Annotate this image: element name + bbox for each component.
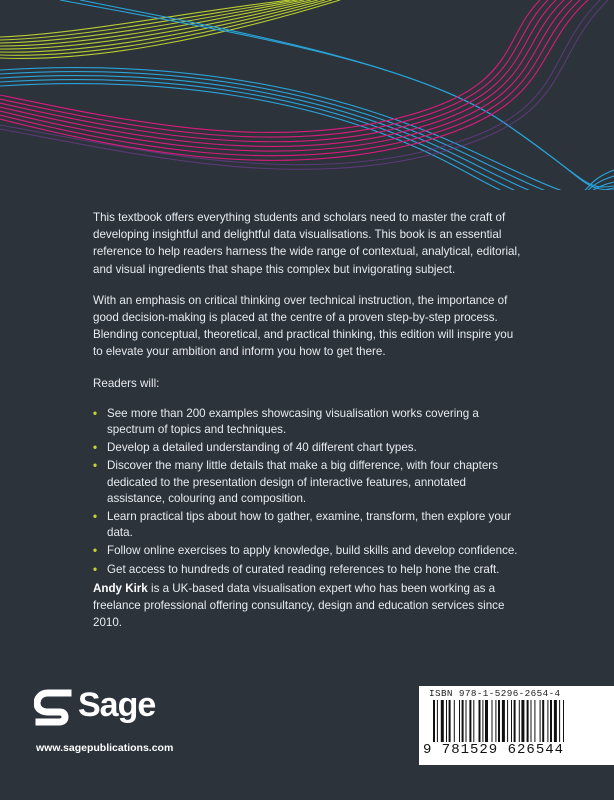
list-item: • Get access to hundreds of curated reading references to help hone the craft. [93, 562, 523, 578]
barcode-bar [479, 700, 481, 742]
sage-s-icon [34, 687, 74, 731]
barcode-bar [507, 700, 508, 742]
bullet-icon: • [93, 441, 98, 455]
intro-paragraph: This textbook offers everything students and scholars need to master the craft of developing insightful and delightful data visualisations. This book is an essential reference to help readers harness the wide range of contextual, analytical, editorial, and visual ingredients that shape this complex but invigorating subject. [93, 211, 521, 276]
barcode-bar [466, 700, 467, 742]
barcode-bar [514, 700, 516, 742]
barcode-bar [527, 700, 529, 742]
isbn-label: ISBN 978-1-5296-2654-4 [429, 688, 561, 699]
publisher-website: www.sagepublications.com [36, 742, 174, 754]
barcode-bar [449, 700, 451, 742]
lime-ribbon [0, 0, 340, 58]
barcode-bar [459, 700, 460, 742]
list-item: • Follow online exercises to apply knowledge, build skills and develop confidence. [93, 543, 523, 559]
barcode-bars [433, 700, 603, 742]
barcode-bar [540, 700, 541, 742]
barcode-bar [502, 700, 505, 742]
barcode-bar [511, 700, 512, 742]
bullet-icon: • [93, 459, 98, 473]
barcode-bar [534, 700, 535, 742]
back-cover-blurb [93, 209, 523, 645]
bullet-icon: • [93, 510, 98, 524]
list-item: • Develop a detailed understanding of 40 different chart types. [93, 440, 523, 456]
barcode-bar [433, 700, 435, 742]
barcode-bar [531, 700, 532, 742]
barcode-bar [521, 700, 524, 742]
barcode-bar [547, 700, 548, 742]
barcode-bar [498, 700, 500, 742]
barcode-bar [559, 700, 560, 742]
barcode-bar [469, 700, 471, 742]
bullet-icon: • [93, 406, 98, 420]
barcode-bar [437, 700, 438, 742]
bullet-icon: • [93, 562, 98, 576]
barcode-bar [441, 700, 444, 742]
publisher-name: Sage [78, 686, 156, 724]
feature-list [93, 406, 523, 578]
barcode-bar [485, 700, 488, 742]
barcode-bar [473, 700, 474, 742]
bullet-icon: • [93, 544, 98, 558]
violet-ribbon [0, 0, 608, 169]
author-name: Andy Kirk [93, 581, 148, 595]
isbn-barcode [419, 686, 614, 765]
barcode-bar [550, 700, 552, 742]
publisher-logo [34, 687, 184, 737]
list-item: • Discover the many little details that make a big difference, with four chapters dedicated to the presentation design of interactive features, annotated assistance, colouring and composition. [93, 459, 498, 505]
barcode-bar [542, 700, 544, 742]
readers-heading: Readers will: [93, 376, 160, 390]
barcode-bar [554, 700, 557, 742]
barcode-bar [519, 700, 520, 742]
list-item: • Learn practical tips about how to gather, examine, transform, then explore your data. [93, 510, 512, 540]
barcode-bar [492, 700, 493, 742]
author-bio-text: is a UK-based data visualisation expert who has been working as a freelance professional offering consultancy, design and education services since 2010. [93, 581, 505, 630]
barcode-bar [446, 700, 447, 742]
barcode-bar [462, 700, 464, 742]
barcode-bar [563, 700, 564, 742]
barcode-bar [454, 700, 455, 742]
barcode-bar [495, 700, 496, 742]
barcode-bar [482, 700, 483, 742]
magenta-ribbon [0, 0, 588, 160]
emphasis-paragraph: With an emphasis on critical thinking over technical instruction, the importance of good decision-making is placed at the centre of a proven step-by-step process. Blending conceptual, theoretical, and practical thinking, this edition will inspire you to elevate your ambition and inform you how to get there. [93, 293, 514, 359]
list-item: • See more than 200 examples showcasing visualisation works covering a spectrum of topics and techniques. [93, 406, 479, 437]
author-bio [93, 580, 523, 632]
barcode-digits: 9 781529 626544 [423, 742, 565, 758]
swirl-ribbon-illustration [0, 0, 614, 190]
